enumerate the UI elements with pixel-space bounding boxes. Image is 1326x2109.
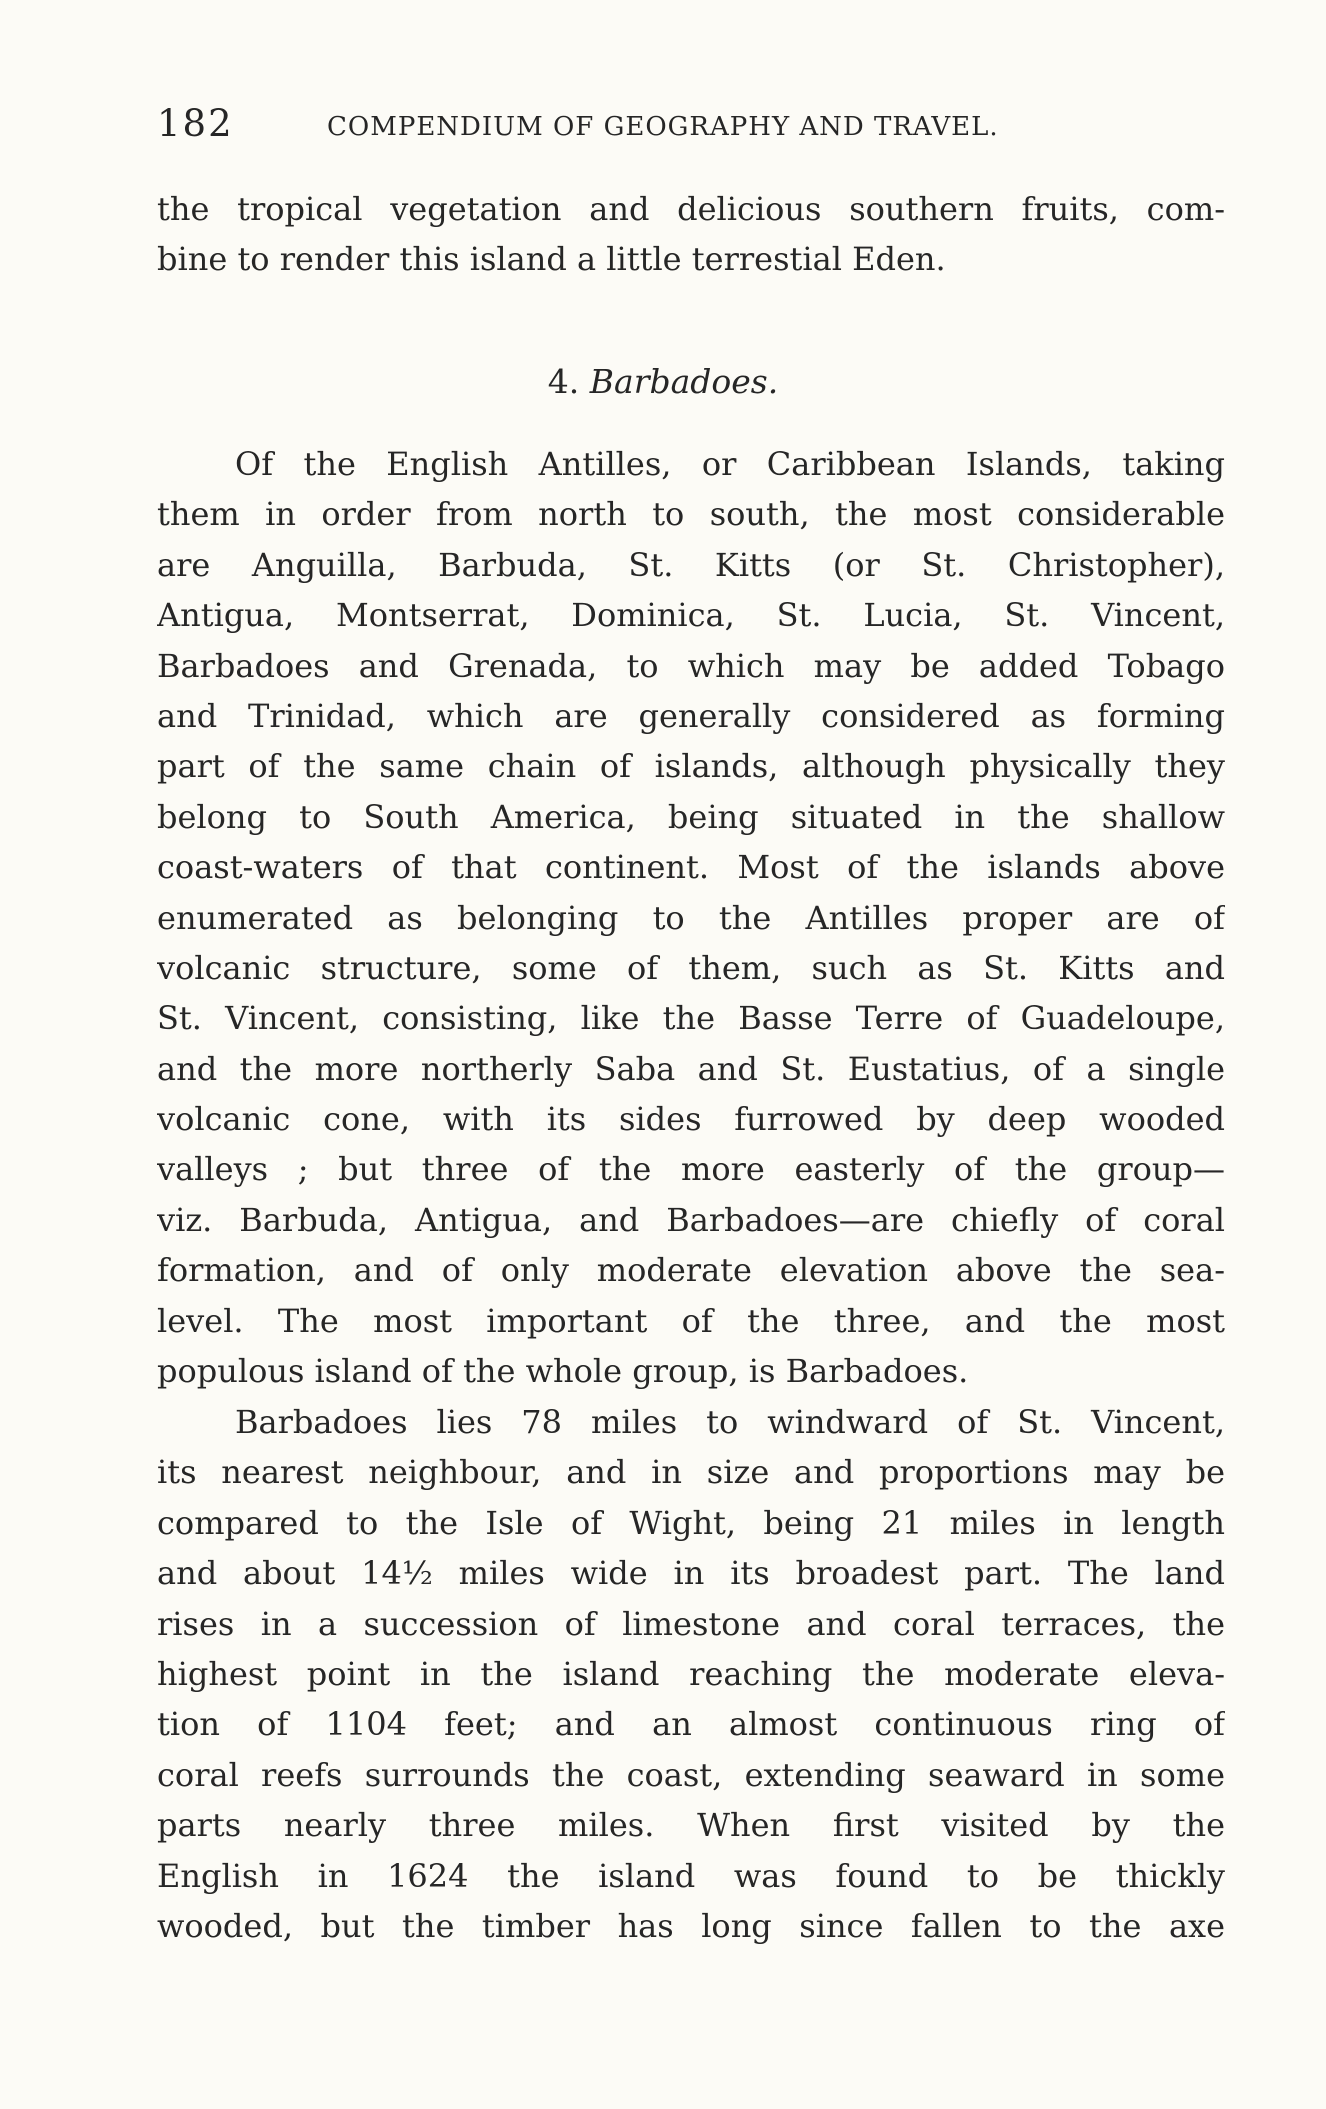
text-line: compared to the Isle of Wight, being 21 miles in length xyxy=(157,1503,1225,1542)
text-line: the tropical vegetation and delicious southern fruits, com- xyxy=(157,190,1225,228)
text-line: Antigua, Montserrat, Dominica, St. Lucia, St. Vincent, xyxy=(157,596,1225,635)
text-line: coast-waters of that continent. Most of the islands above xyxy=(157,848,1225,887)
section-heading xyxy=(0,362,1326,401)
text-line: level. The most important of the three, and the most xyxy=(157,1301,1225,1340)
text-line: St. Vincent, consisting, like the Basse Terre of Guadeloupe, xyxy=(157,999,1225,1038)
text-line: and Trinidad, which are generally considered as forming xyxy=(157,696,1225,735)
text-line: part of the same chain of islands, although physically they xyxy=(157,747,1225,786)
text-line: populous island of the whole group, is Barbadoes. xyxy=(157,1352,969,1391)
text-line: bine to render this island a little terrestial Eden. xyxy=(157,240,946,279)
text-line: them in order from north to south, the most considerable xyxy=(157,495,1225,534)
text-line: and the more northerly Saba and St. Eustatius, of a single xyxy=(157,1049,1225,1088)
text-line: rises in a succession of limestone and coral terraces, the xyxy=(157,1604,1225,1643)
text-line: volcanic cone, with its sides furrowed by deep wooded xyxy=(157,1100,1225,1139)
paragraph-2 xyxy=(157,1397,1225,1951)
text-line: and about 14½ miles wide in its broadest part. The land xyxy=(157,1554,1225,1593)
text-line: enumerated as belonging to the Antilles proper are of xyxy=(157,898,1225,937)
text-line: belong to South America, being situated in the shallow xyxy=(157,797,1225,836)
section-number: 4. xyxy=(547,362,580,401)
text-line: Barbadoes lies 78 miles to windward of St. Vincent, xyxy=(235,1403,1225,1441)
text-line: volcanic structure, some of them, such as St. Kitts and xyxy=(157,948,1225,987)
text-line: parts nearly three miles. When first visited by the xyxy=(157,1806,1225,1845)
text-line: tion of 1104 feet; and an almost continuous ring of xyxy=(157,1705,1225,1744)
text-line: are Anguilla, Barbuda, St. Kitts (or St. Christopher), xyxy=(157,545,1225,584)
text-line: English in 1624 the island was found to be thickly xyxy=(157,1856,1225,1895)
page-header xyxy=(157,102,1227,158)
text-line: valleys ; but three of the more easterly of the group— xyxy=(157,1150,1225,1189)
paragraph-1 xyxy=(157,439,1225,1396)
text-line: Of the English Antilles, or Caribbean Islands, taking xyxy=(235,445,1225,483)
text-line: viz. Barbuda, Antigua, and Barbadoes—are chiefly of coral xyxy=(157,1200,1225,1239)
text-line: Barbadoes and Grenada, to which may be added Tobago xyxy=(157,646,1225,685)
section-title: Barbadoes. xyxy=(589,362,779,401)
text-line: wooded, but the timber has long since fallen to the axe xyxy=(157,1906,1225,1945)
text-line: formation, and of only moderate elevation above the sea- xyxy=(157,1251,1225,1290)
text-line: its nearest neighbour, and in size and proportions may be xyxy=(157,1453,1225,1492)
text-line: highest point in the island reaching the moderate eleva- xyxy=(157,1654,1225,1693)
page-number: 182 xyxy=(157,102,234,145)
intro-paragraph xyxy=(157,184,1225,285)
running-title: COMPENDIUM OF GEOGRAPHY AND TRAVEL. xyxy=(327,112,999,142)
text-line: coral reefs surrounds the coast, extending seaward in some xyxy=(157,1755,1225,1794)
